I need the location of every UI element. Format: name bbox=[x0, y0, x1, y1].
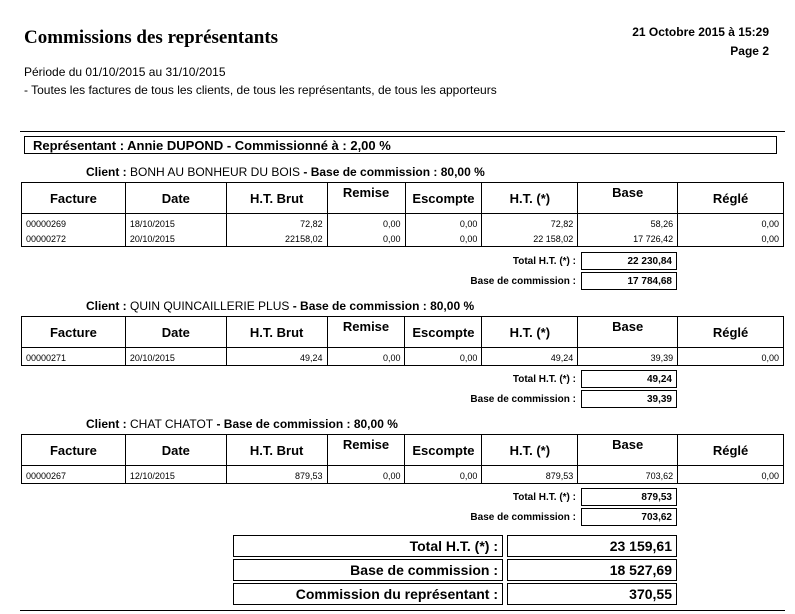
representative-banner: Représentant : Annie DUPOND - Commissionné à : 2,00 % bbox=[24, 136, 777, 154]
cell-date: 20/10/2015 bbox=[125, 348, 226, 366]
cell-ht: 49,24 bbox=[482, 348, 578, 366]
cell-ht-brut: 22158,02 bbox=[226, 231, 327, 247]
cell-date: 18/10/2015 bbox=[125, 214, 226, 232]
col-base: Base bbox=[578, 183, 678, 214]
col-escompte: Escompte bbox=[405, 183, 482, 214]
bottom-divider bbox=[20, 610, 785, 611]
subtotal-ht-value: 49,24 bbox=[581, 370, 677, 388]
invoice-table bbox=[21, 182, 784, 247]
commission-value: 370,55 bbox=[507, 583, 677, 605]
col-ht-brut: H.T. Brut bbox=[226, 435, 327, 466]
cell-facture: 00000272 bbox=[22, 231, 126, 247]
cell-base: 39,39 bbox=[578, 348, 678, 366]
subtotal-ht-label: Total H.T. (*) : bbox=[512, 374, 576, 385]
subtotal-ht-value: 22 230,84 bbox=[581, 252, 677, 270]
col-base: Base bbox=[578, 435, 678, 466]
subtotal-base-value: 703,62 bbox=[581, 508, 677, 526]
cell-regle: 0,00 bbox=[678, 214, 784, 232]
col-escompte: Escompte bbox=[405, 317, 482, 348]
client-heading bbox=[86, 165, 485, 179]
cell-remise: 0,00 bbox=[327, 348, 405, 366]
col-date: Date bbox=[125, 435, 226, 466]
client-base-rate: - Base de commission : 80,00 % bbox=[300, 165, 485, 179]
table-row bbox=[22, 466, 784, 484]
grand-total-ht-value: 23 159,61 bbox=[507, 535, 677, 557]
cell-date: 20/10/2015 bbox=[125, 231, 226, 247]
cell-base: 17 726,42 bbox=[578, 231, 678, 247]
grand-base-label: Base de commission : bbox=[233, 559, 503, 581]
top-divider bbox=[20, 131, 785, 132]
subtotal-base-label: Base de commission : bbox=[470, 512, 576, 523]
table-row bbox=[22, 214, 784, 232]
invoice-table bbox=[21, 316, 784, 366]
col-ht-brut: H.T. Brut bbox=[226, 183, 327, 214]
subtotal-base-value: 39,39 bbox=[581, 390, 677, 408]
col-remise: Remise bbox=[327, 183, 405, 214]
cell-facture: 00000271 bbox=[22, 348, 126, 366]
client-prefix: Client : bbox=[86, 417, 130, 431]
col-regle: Réglé bbox=[678, 183, 784, 214]
col-facture: Facture bbox=[22, 435, 126, 466]
col-regle: Réglé bbox=[678, 317, 784, 348]
col-base: Base bbox=[578, 317, 678, 348]
report-title: Commissions des représentants bbox=[24, 27, 279, 48]
subtotal-base-label: Base de commission : bbox=[470, 276, 576, 287]
col-ht: H.T. (*) bbox=[482, 317, 578, 348]
col-facture: Facture bbox=[22, 317, 126, 348]
cell-ht: 22 158,02 bbox=[482, 231, 578, 247]
col-escompte: Escompte bbox=[405, 435, 482, 466]
client-prefix: Client : bbox=[86, 299, 130, 313]
invoice-table bbox=[21, 434, 784, 484]
col-date: Date bbox=[125, 183, 226, 214]
client-name: QUIN QUINCAILLERIE PLUS bbox=[130, 299, 290, 313]
subtotal-ht-label: Total H.T. (*) : bbox=[512, 492, 576, 503]
cell-escompte: 0,00 bbox=[405, 214, 482, 232]
client-prefix: Client : bbox=[86, 165, 130, 179]
client-base-rate: - Base de commission : 80,00 % bbox=[289, 299, 475, 313]
cell-ht-brut: 879,53 bbox=[226, 466, 327, 484]
report-datetime: 21 Octobre 2015 à 15:29 bbox=[632, 25, 769, 39]
client-name: BONH AU BONHEUR DU BOIS bbox=[130, 165, 301, 179]
commission-label: Commission du représentant : bbox=[233, 583, 503, 605]
col-ht-brut: H.T. Brut bbox=[226, 317, 327, 348]
cell-regle: 0,00 bbox=[678, 231, 784, 247]
cell-escompte: 0,00 bbox=[405, 348, 482, 366]
grand-base-value: 18 527,69 bbox=[507, 559, 677, 581]
client-base-rate: - Base de commission : 80,00 % bbox=[213, 417, 398, 431]
cell-base: 703,62 bbox=[578, 466, 678, 484]
col-remise: Remise bbox=[327, 317, 405, 348]
table-row bbox=[22, 348, 784, 366]
grand-total-ht-label: Total H.T. (*) : bbox=[233, 535, 503, 557]
cell-date: 12/10/2015 bbox=[125, 466, 226, 484]
cell-remise: 0,00 bbox=[327, 231, 405, 247]
col-date: Date bbox=[125, 317, 226, 348]
report-scope: - Toutes les factures de tous les clients, de tous les représentants, de tous les apporteurs bbox=[24, 83, 497, 97]
client-name: CHAT CHATOT bbox=[130, 417, 214, 431]
table-row bbox=[22, 231, 784, 247]
col-regle: Réglé bbox=[678, 435, 784, 466]
cell-regle: 0,00 bbox=[678, 466, 784, 484]
cell-remise: 0,00 bbox=[327, 214, 405, 232]
cell-escompte: 0,00 bbox=[405, 231, 482, 247]
report-period: Période du 01/10/2015 au 31/10/2015 bbox=[24, 65, 226, 79]
col-ht: H.T. (*) bbox=[482, 183, 578, 214]
cell-ht-brut: 49,24 bbox=[226, 348, 327, 366]
cell-ht: 879,53 bbox=[482, 466, 578, 484]
client-heading bbox=[86, 417, 398, 431]
subtotal-ht-value: 879,53 bbox=[581, 488, 677, 506]
cell-ht-brut: 72,82 bbox=[226, 214, 327, 232]
subtotal-base-value: 17 784,68 bbox=[581, 272, 677, 290]
cell-facture: 00000269 bbox=[22, 214, 126, 232]
subtotal-ht-label: Total H.T. (*) : bbox=[512, 256, 576, 267]
client-heading bbox=[86, 299, 474, 313]
cell-base: 58,26 bbox=[578, 214, 678, 232]
cell-regle: 0,00 bbox=[678, 348, 784, 366]
subtotal-base-label: Base de commission : bbox=[470, 394, 576, 405]
cell-remise: 0,00 bbox=[327, 466, 405, 484]
col-facture: Facture bbox=[22, 183, 126, 214]
cell-escompte: 0,00 bbox=[405, 466, 482, 484]
col-remise: Remise bbox=[327, 435, 405, 466]
col-ht: H.T. (*) bbox=[482, 435, 578, 466]
page-number: Page 2 bbox=[730, 44, 769, 58]
cell-ht: 72,82 bbox=[482, 214, 578, 232]
cell-facture: 00000267 bbox=[22, 466, 126, 484]
